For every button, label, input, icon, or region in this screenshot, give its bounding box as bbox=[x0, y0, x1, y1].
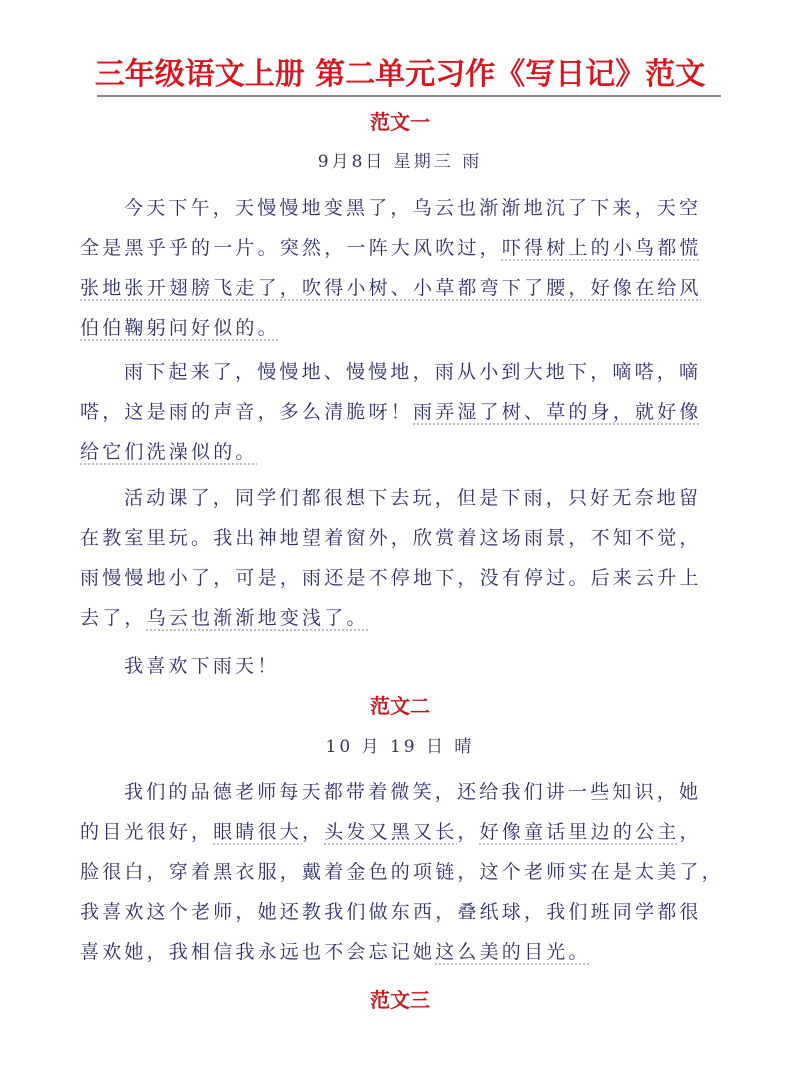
text-line bbox=[80, 478, 730, 518]
text-line bbox=[80, 228, 730, 268]
text-segment: 我喜欢这个老师，她还教我们做东西，叠纸球，我们班同学都很 bbox=[80, 901, 702, 923]
underlined-text-segment: 雨弄湿了树、草的身，就好像 bbox=[413, 401, 702, 423]
document-title: 三年级语文上册 第二单元习作《写日记》范文 bbox=[94, 57, 706, 92]
text-line bbox=[80, 352, 730, 392]
underlined-text-segment: 乌云也渐渐地变浅了。 bbox=[146, 607, 369, 629]
text-line bbox=[80, 432, 730, 472]
text-line bbox=[80, 268, 730, 308]
text-line bbox=[80, 392, 730, 432]
essay-1-paragraph-3 bbox=[80, 478, 730, 638]
text-segment: 全是黑乎乎的一片。突然，一阵大风吹过， bbox=[80, 237, 502, 259]
underlined-text-segment: 张地张开翅膀飞走了，吹得小树、小草都弯下了腰，好像在给风 bbox=[80, 277, 702, 299]
text-segment: 我们的品德老师每天都带着微笑，还给我们讲一些知识，她 bbox=[124, 781, 702, 803]
underlined-text-segment: 眼睛很大 bbox=[213, 821, 303, 843]
text-segment: ， bbox=[679, 821, 702, 843]
essay-1-date: 9月8日 星期三 雨 bbox=[317, 152, 483, 172]
underlined-text-segment: 给它们洗澡似的。 bbox=[80, 441, 258, 463]
text-segment: 去了， bbox=[80, 607, 147, 629]
underlined-text-segment: 伯伯鞠躬问好似的。 bbox=[80, 317, 280, 339]
essay-2-paragraph-1 bbox=[80, 772, 730, 972]
text-segment: 雨慢慢地小了，可是，雨还是不停地下，没有停过。后来云升上 bbox=[80, 567, 702, 589]
underlined-text-segment: 好像童话里边的公主 bbox=[479, 821, 680, 843]
text-line bbox=[80, 812, 730, 852]
underlined-text-segment: 吓得树上的小鸟都慌 bbox=[501, 237, 702, 259]
text-segment: 嗒，这是雨的声音，多么清脆呀！ bbox=[80, 401, 414, 423]
essay-3-heading: 范文三 bbox=[370, 988, 430, 1012]
title-divider bbox=[97, 95, 721, 97]
text-line bbox=[80, 772, 730, 812]
text-segment: 的目光很好， bbox=[80, 821, 214, 843]
text-segment: 脸很白，穿着黑衣服，戴着金色的项链，这个老师实在是太美了， bbox=[80, 861, 724, 883]
text-segment: 喜欢她，我相信我永远也不会忘记她 bbox=[80, 941, 436, 963]
underlined-text-segment: 这么美的目光。 bbox=[435, 941, 591, 963]
essay-1-paragraph-1 bbox=[80, 188, 730, 348]
text-segment: 活动课了，同学们都很想下去玩，但是下雨，只好无奈地留 bbox=[124, 487, 702, 509]
text-line bbox=[80, 892, 730, 932]
text-line bbox=[80, 646, 730, 686]
essay-1-paragraph-4 bbox=[80, 646, 730, 686]
text-line bbox=[80, 188, 730, 228]
text-segment: 今天下午，天慢慢地变黑了，乌云也渐渐地沉了下来，天空 bbox=[124, 197, 702, 219]
text-line bbox=[80, 932, 730, 972]
text-segment: ， bbox=[302, 821, 325, 843]
text-segment: 雨下起来了，慢慢地、慢慢地，雨从小到大地下，嘀嗒，嘀 bbox=[124, 361, 702, 383]
text-segment: ， bbox=[457, 821, 480, 843]
essay-2-date: 10 月 19 日 晴 bbox=[325, 737, 475, 757]
underlined-text-segment: 头发又黑又长 bbox=[324, 821, 458, 843]
essay-1-paragraph-2 bbox=[80, 352, 730, 472]
text-line bbox=[80, 558, 730, 598]
essay-2-heading: 范文二 bbox=[370, 694, 430, 718]
text-segment: 我喜欢下雨天！ bbox=[124, 655, 280, 677]
text-line bbox=[80, 518, 730, 558]
text-line bbox=[80, 598, 730, 638]
text-line bbox=[80, 852, 730, 892]
text-segment: 在教室里玩。我出神地望着窗外，欣赏着这场雨景，不知不觉， bbox=[80, 527, 702, 549]
text-line bbox=[80, 308, 730, 348]
essay-1-heading: 范文一 bbox=[370, 110, 430, 134]
